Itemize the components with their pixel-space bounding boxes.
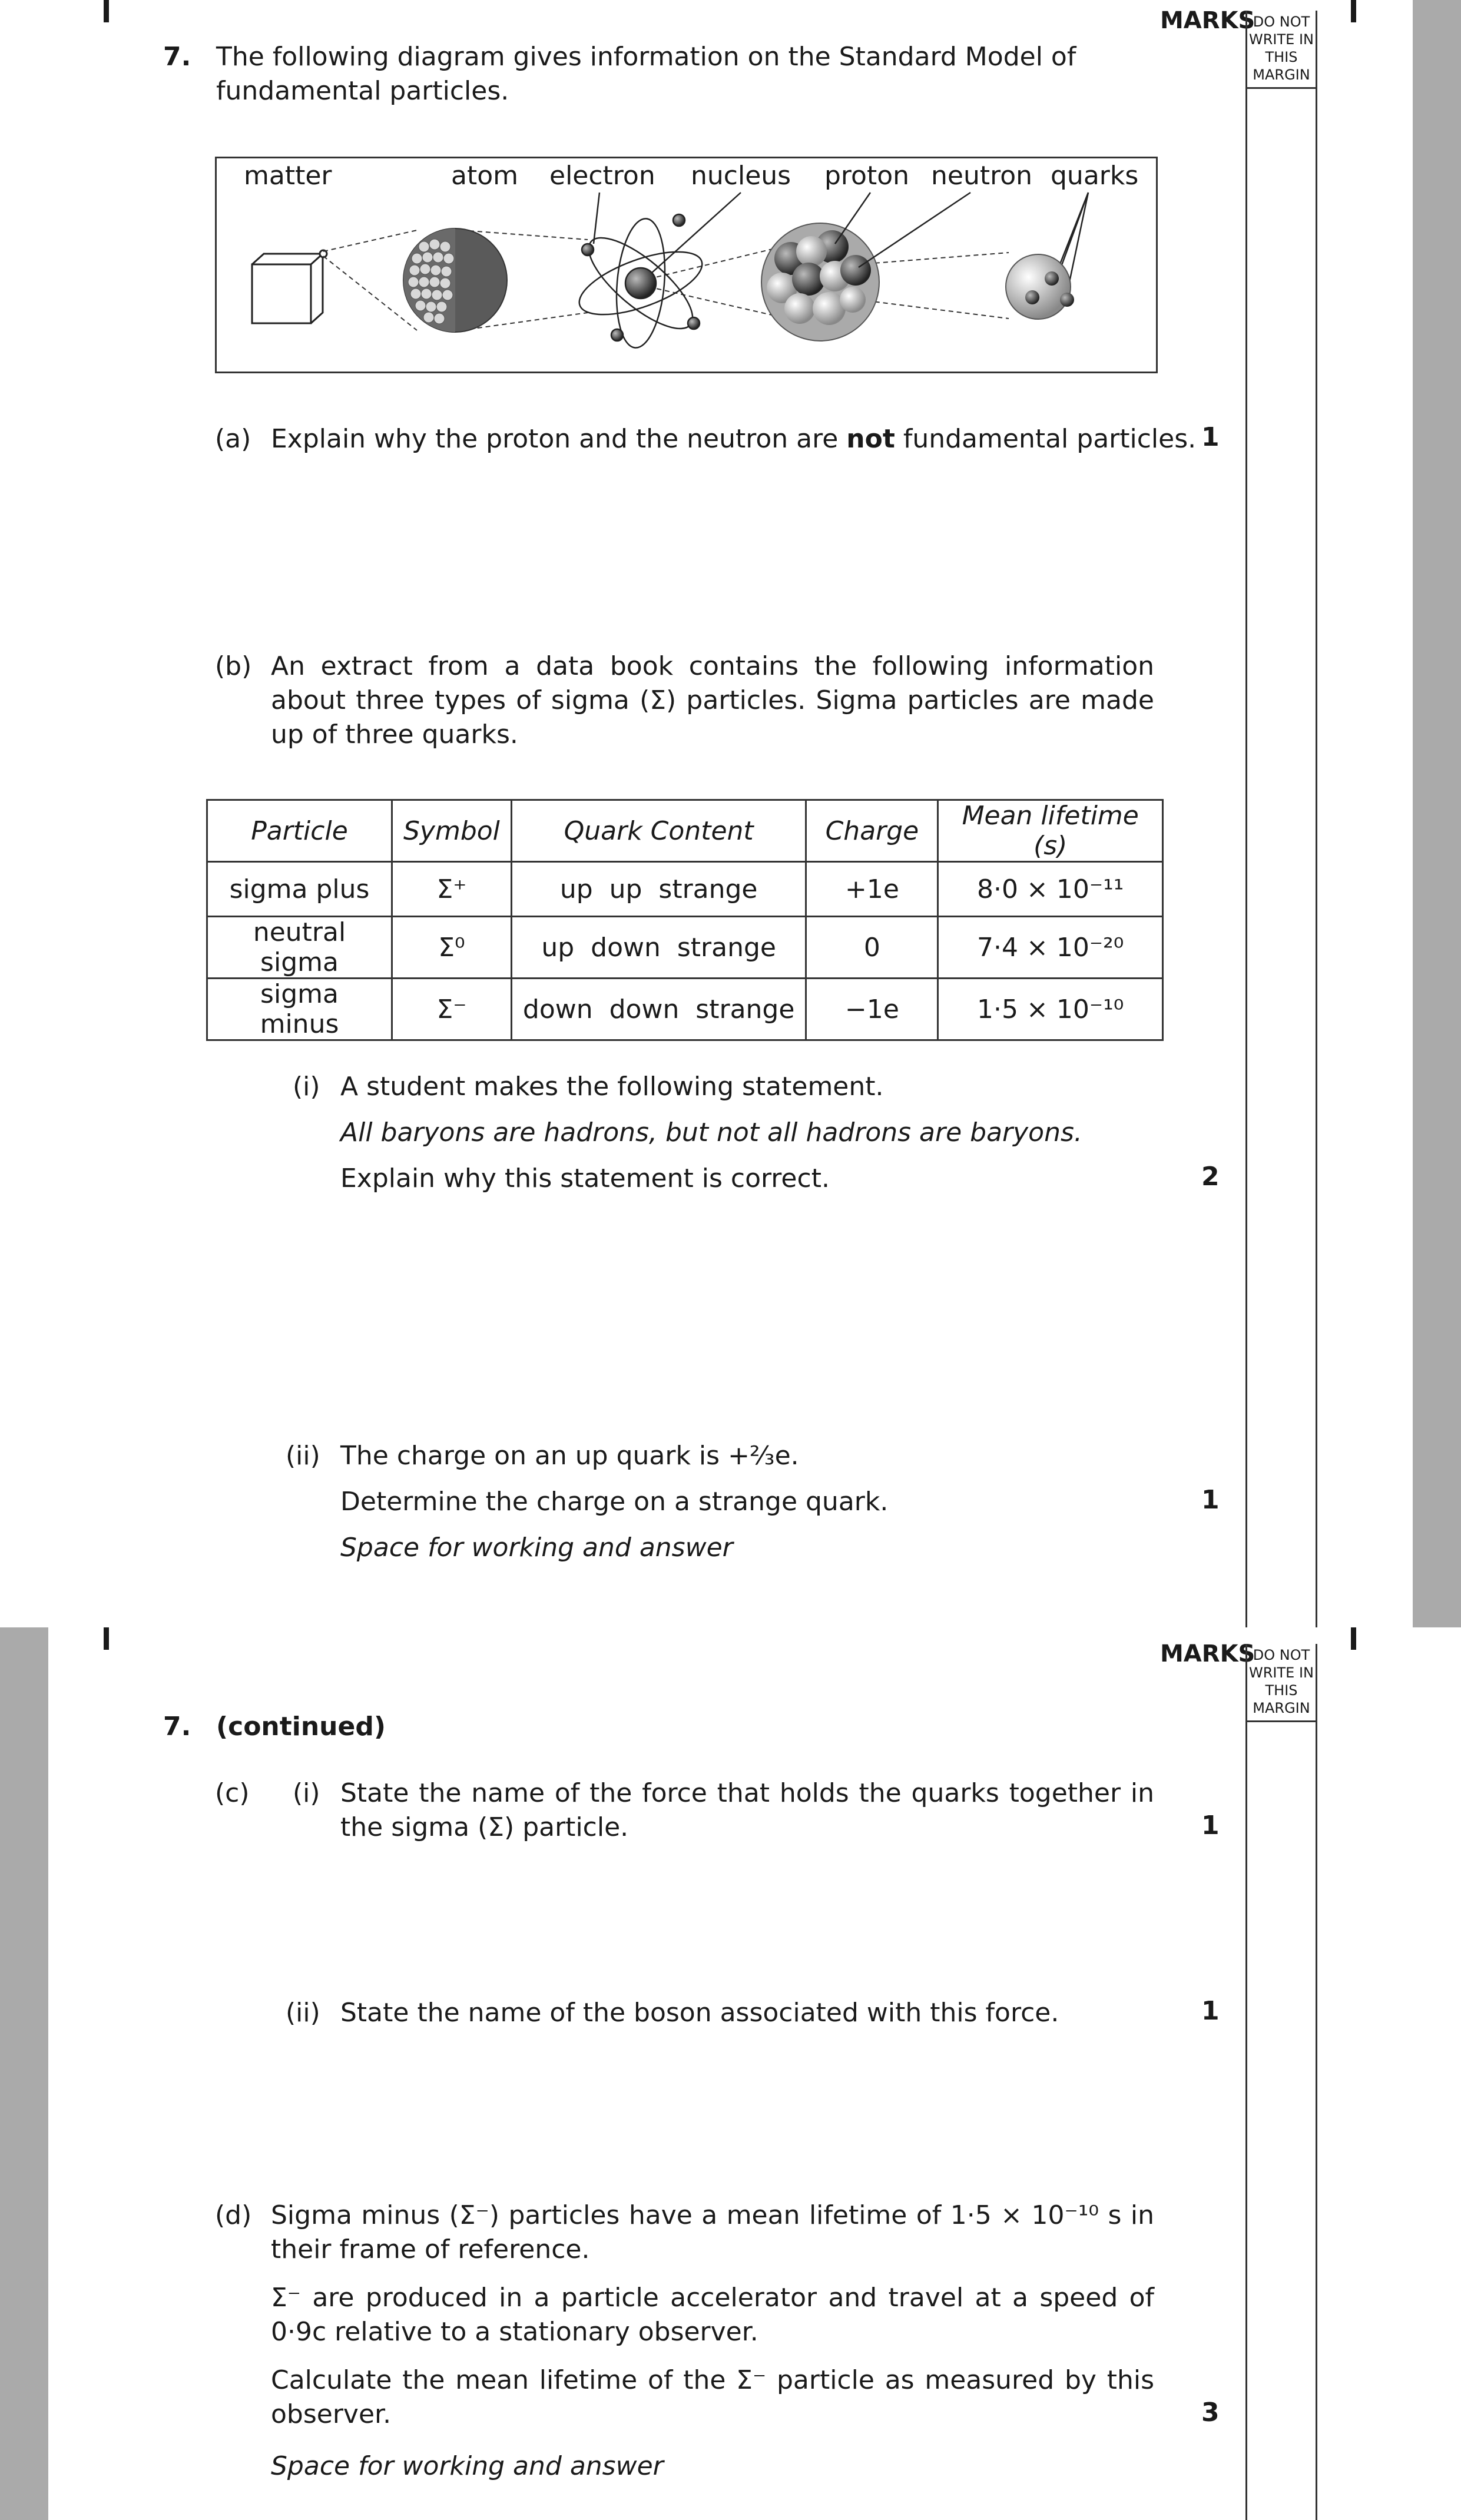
diagram-label-matter: matter <box>244 161 332 191</box>
cell-particle: sigma plus <box>207 862 392 917</box>
sigma-particle-table <box>206 799 1164 1041</box>
matter-cube <box>252 250 327 323</box>
page-edge-shading <box>1413 0 1461 1627</box>
part-c-i-text: State the name of the force that holds the quarks together in the sigma (Σ) particle. <box>340 1778 1154 1842</box>
crop-mark <box>1351 1627 1356 1650</box>
atom-sphere <box>403 228 507 332</box>
working-space-label: Space for working and answer <box>340 1533 733 1563</box>
part-d-paragraph-2: Σ⁻ are produced in a particle accelerator and travel at a speed of 0·9c relative to a stationary observer. <box>271 2283 1154 2347</box>
cell-particle: neutral sigma <box>207 917 392 979</box>
part-b-i-quote: All baryons are hadrons, but not all hadrons are baryons. <box>340 1118 1082 1148</box>
part-b-text: An extract from a data book contains the following information about three types of sigma (Σ) particles. Sigma particles are made up of three quarks. <box>271 651 1154 750</box>
diagram-label-quarks: quarks <box>1051 161 1139 191</box>
header-charge: Charge <box>806 800 938 862</box>
continued-heading: (continued) <box>216 1712 386 1742</box>
part-c-i-marks: 1 <box>1201 1811 1220 1841</box>
table-row <box>207 862 1163 917</box>
crop-mark <box>104 0 109 22</box>
diagram-label-electron: electron <box>549 161 655 191</box>
question-number: 7. <box>163 42 191 72</box>
cell-charge: −1e <box>806 979 938 1040</box>
cell-symbol: Σ⁺ <box>392 862 512 917</box>
cell-quarks: up down strange <box>511 917 806 979</box>
margin-heading: DO NOT WRITE IN THIS MARGIN <box>1247 11 1316 89</box>
crop-mark <box>1351 0 1356 22</box>
part-a-text <box>271 422 1196 456</box>
cell-symbol: Σ⁻ <box>392 979 512 1040</box>
part-b-i-instruction: Explain why this statement is correct. <box>340 1163 830 1193</box>
part-d-label: (d) <box>215 2200 252 2230</box>
atom-orbit-model <box>572 193 741 350</box>
table-header-row <box>207 800 1163 862</box>
question-intro: The following diagram gives information on the Standard Model of fundamental particles. <box>216 42 1076 106</box>
proton-quarks <box>1006 254 1074 319</box>
part-a-text-start: Explain why the proton and the neutron are <box>271 424 847 454</box>
margin-heading: DO NOT WRITE IN THIS MARGIN <box>1247 1644 1316 1722</box>
diagram-label-atom: atom <box>451 161 518 191</box>
marks-column-heading: MARKS <box>1160 7 1255 34</box>
part-a-marks: 1 <box>1201 422 1220 452</box>
part-b-label: (b) <box>215 651 252 681</box>
part-b-ii-marks: 1 <box>1201 1485 1220 1515</box>
part-b-ii-line2: Determine the charge on a strange quark. <box>340 1487 889 1517</box>
do-not-write-margin <box>1245 1644 1317 2520</box>
exam-page-2 <box>0 1627 1461 2520</box>
cell-symbol: Σ⁰ <box>392 917 512 979</box>
diagram-label-proton: proton <box>824 161 910 191</box>
table-row <box>207 979 1163 1040</box>
cell-particle: sigma minus <box>207 979 392 1040</box>
part-c-ii-label: (ii) <box>286 1998 320 2028</box>
part-b-i-label: (i) <box>293 1072 320 1102</box>
standard-model-diagram <box>215 157 1158 373</box>
diagram-label-nucleus: nucleus <box>691 161 791 191</box>
part-c-ii-marks: 1 <box>1201 1996 1220 2026</box>
crop-mark <box>104 1627 109 1650</box>
header-particle: Particle <box>207 800 392 862</box>
part-a-emphasis: not <box>846 424 895 454</box>
marks-column-heading: MARKS <box>1160 1640 1255 1667</box>
part-c-i-label: (i) <box>293 1778 320 1808</box>
cell-quarks: up up strange <box>511 862 806 917</box>
page-edge-shading <box>0 1627 48 2520</box>
part-b-ii-label: (ii) <box>286 1441 320 1471</box>
part-b-i-line1: A student makes the following statement. <box>340 1072 884 1102</box>
part-b-ii-line1: The charge on an up quark is +⅔e. <box>340 1441 799 1471</box>
cell-lifetime: 8·0 × 10⁻¹¹ <box>938 862 1163 917</box>
part-d-paragraph-1: Sigma minus (Σ⁻) particles have a mean lifetime of 1·5 × 10⁻¹⁰ s in their frame of reference. <box>271 2200 1154 2264</box>
header-symbol: Symbol <box>392 800 512 862</box>
part-d-marks: 3 <box>1201 2398 1220 2428</box>
cell-charge: +1e <box>806 862 938 917</box>
table-row <box>207 917 1163 979</box>
cell-lifetime: 7·4 × 10⁻²⁰ <box>938 917 1163 979</box>
cell-quarks: down down strange <box>511 979 806 1040</box>
part-d-paragraph-3: Calculate the mean lifetime of the Σ⁻ particle as measured by this observer. <box>271 2365 1154 2429</box>
header-mean-lifetime: Mean lifetime (s) <box>938 800 1163 862</box>
diagram-illustration <box>217 158 1156 372</box>
part-a-label: (a) <box>215 424 251 454</box>
part-c-ii-text: State the name of the boson associated with this force. <box>340 1998 1059 2028</box>
cell-lifetime: 1·5 × 10⁻¹⁰ <box>938 979 1163 1040</box>
nucleus-cluster <box>761 223 879 341</box>
do-not-write-margin <box>1245 11 1317 1627</box>
header-quark-content: Quark Content <box>511 800 806 862</box>
part-c-label: (c) <box>215 1778 250 1808</box>
working-space-label: Space for working and answer <box>271 2451 664 2481</box>
cell-charge: 0 <box>806 917 938 979</box>
diagram-label-neutron: neutron <box>931 161 1033 191</box>
question-number: 7. <box>163 1712 191 1742</box>
part-a-text-end: fundamental particles. <box>895 424 1197 454</box>
part-b-i-marks: 2 <box>1201 1162 1220 1192</box>
